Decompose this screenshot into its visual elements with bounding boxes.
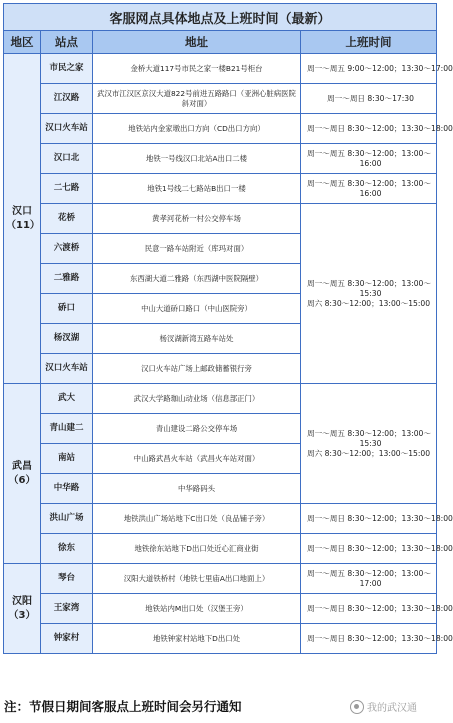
district-count: （11） <box>6 219 40 231</box>
district-count: （3） <box>8 609 36 621</box>
station-name: 青山建二 <box>41 414 93 444</box>
station-name: 江汉路 <box>41 84 93 114</box>
station-address: 地铁徐东站地下D出口处近心汇商业街 <box>93 534 301 564</box>
station-hours: 周一～周日 8:30～12:00；13:30～18:00 <box>301 624 437 654</box>
station-address: 地铁钟家村站地下D出口处 <box>93 624 301 654</box>
station-name: 王家湾 <box>41 594 93 624</box>
station-hours: 周一～周五 9:00～12:00；13:30～17:00 <box>301 54 437 84</box>
station-name: 洪山广场 <box>41 504 93 534</box>
station-hours: 周一～周日 8:30～12:00；13:30～18:00 <box>301 594 437 624</box>
header-address: 地址 <box>93 31 301 54</box>
station-name: 市民之家 <box>41 54 93 84</box>
district-name: 汉阳 <box>12 595 32 607</box>
station-name: 二七路 <box>41 174 93 204</box>
table-row <box>4 564 437 594</box>
station-address: 东西湖大道二雅路（东西湖中医院隔壁） <box>93 264 301 294</box>
station-hours: 周一～周日 8:30～12:00；13:30～18:00 <box>301 534 437 564</box>
table-row <box>4 204 437 234</box>
station-address: 武汉大学路珈山动业场（信息部正门） <box>93 384 301 414</box>
table-row <box>4 504 437 534</box>
table-row <box>4 384 437 414</box>
merged-hours-hankou: 周一～周五 8:30～12:00；13:00～ 15:30 周六 8:30～12:00；13:00～15:00 <box>301 204 437 384</box>
station-name: 琴台 <box>41 564 93 594</box>
station-address: 黄孝河花桥一村公交停车场 <box>93 204 301 234</box>
station-hours: 周一～周日 8:30～12:00；13:30～18:00 <box>301 504 437 534</box>
station-name: 南站 <box>41 444 93 474</box>
weibo-logo-icon <box>350 700 364 714</box>
table-row <box>4 144 437 174</box>
table-row <box>4 624 437 654</box>
station-hours: 周一～周五 8:30～12:00；13:00～ 17:00 <box>301 564 437 594</box>
merged-hours-wuchang: 周一～周五 8:30～12:00；13:00～ 15:30 周六 8:30～12:00；13:00～15:00 <box>301 384 437 504</box>
district-wuchang <box>4 384 41 564</box>
station-name: 汉口火车站 <box>41 114 93 144</box>
station-address: 民意一路车站附近（库玛对面） <box>93 234 301 264</box>
station-name: 硚口 <box>41 294 93 324</box>
station-address: 地铁洪山广场站地下C出口处（良品铺子旁） <box>93 504 301 534</box>
station-address: 地铁站内金家墩出口方向（CD出口方向） <box>93 114 301 144</box>
station-address: 中华路码头 <box>93 474 301 504</box>
station-name: 汉口北 <box>41 144 93 174</box>
station-address: 地铁一号线汉口北站A出口二楼 <box>93 144 301 174</box>
station-name: 花桥 <box>41 204 93 234</box>
table-row <box>4 174 437 204</box>
station-address: 金桥大道117号市民之家一楼B21号柜台 <box>93 54 301 84</box>
table-row <box>4 84 437 114</box>
station-address: 地铁1号线二七路站B出口一楼 <box>93 174 301 204</box>
table-row <box>4 594 437 624</box>
table-row <box>4 114 437 144</box>
station-hours: 周一～周日 8:30～12:00；13:30～18:00 <box>301 114 437 144</box>
district-count: （6） <box>8 474 36 486</box>
station-address: 汉口火车站广场上邮政储蓄银行旁 <box>93 354 301 384</box>
table-row <box>4 534 437 564</box>
station-address: 武汉市江汉区京汉大道822号前进五路路口（亚洲心脏病医院斜对面） <box>93 84 301 114</box>
station-address: 杨汊湖新湾五路车站处 <box>93 324 301 354</box>
station-address: 中山大道硚口路口（中山医院旁） <box>93 294 301 324</box>
station-address: 地铁站内M出口处（汉堡王旁） <box>93 594 301 624</box>
station-name: 汉口火车站 <box>41 354 93 384</box>
district-hankou <box>4 54 41 384</box>
station-address: 中山路武昌火车站（武昌火车站对面） <box>93 444 301 474</box>
station-name: 杨汊湖 <box>41 324 93 354</box>
watermark <box>350 699 417 714</box>
header-hours: 上班时间 <box>301 31 437 54</box>
station-name: 徐东 <box>41 534 93 564</box>
table-row <box>4 54 437 84</box>
holiday-note: 注：节假日期间客服点上班时间会另行通知 <box>4 699 242 714</box>
station-name: 武大 <box>41 384 93 414</box>
station-hours: 周一～周日 8:30～17:30 <box>301 84 437 114</box>
district-hanyang <box>4 564 41 654</box>
service-points-table-container <box>3 3 453 654</box>
service-points-table <box>3 3 453 654</box>
station-address: 青山建设二路公交停车场 <box>93 414 301 444</box>
watermark-text: 我的武汉通 <box>367 703 417 714</box>
station-name: 二雅路 <box>41 264 93 294</box>
header-district: 地区 <box>4 31 41 54</box>
station-hours: 周一～周五 8:30～12:00；13:00～ 16:00 <box>301 174 437 204</box>
station-name: 钟家村 <box>41 624 93 654</box>
station-name: 中华路 <box>41 474 93 504</box>
station-address: 汉阳大道铁桥村（地铁七里庙A出口地面上） <box>93 564 301 594</box>
station-name: 六渡桥 <box>41 234 93 264</box>
table-title: 客服网点具体地点及上班时间（最新） <box>4 4 437 31</box>
district-name: 汉口 <box>12 205 32 217</box>
district-name: 武昌 <box>12 460 32 472</box>
station-hours: 周一～周五 8:30～12:00；13:00～ 16:00 <box>301 144 437 174</box>
header-station: 站点 <box>41 31 93 54</box>
